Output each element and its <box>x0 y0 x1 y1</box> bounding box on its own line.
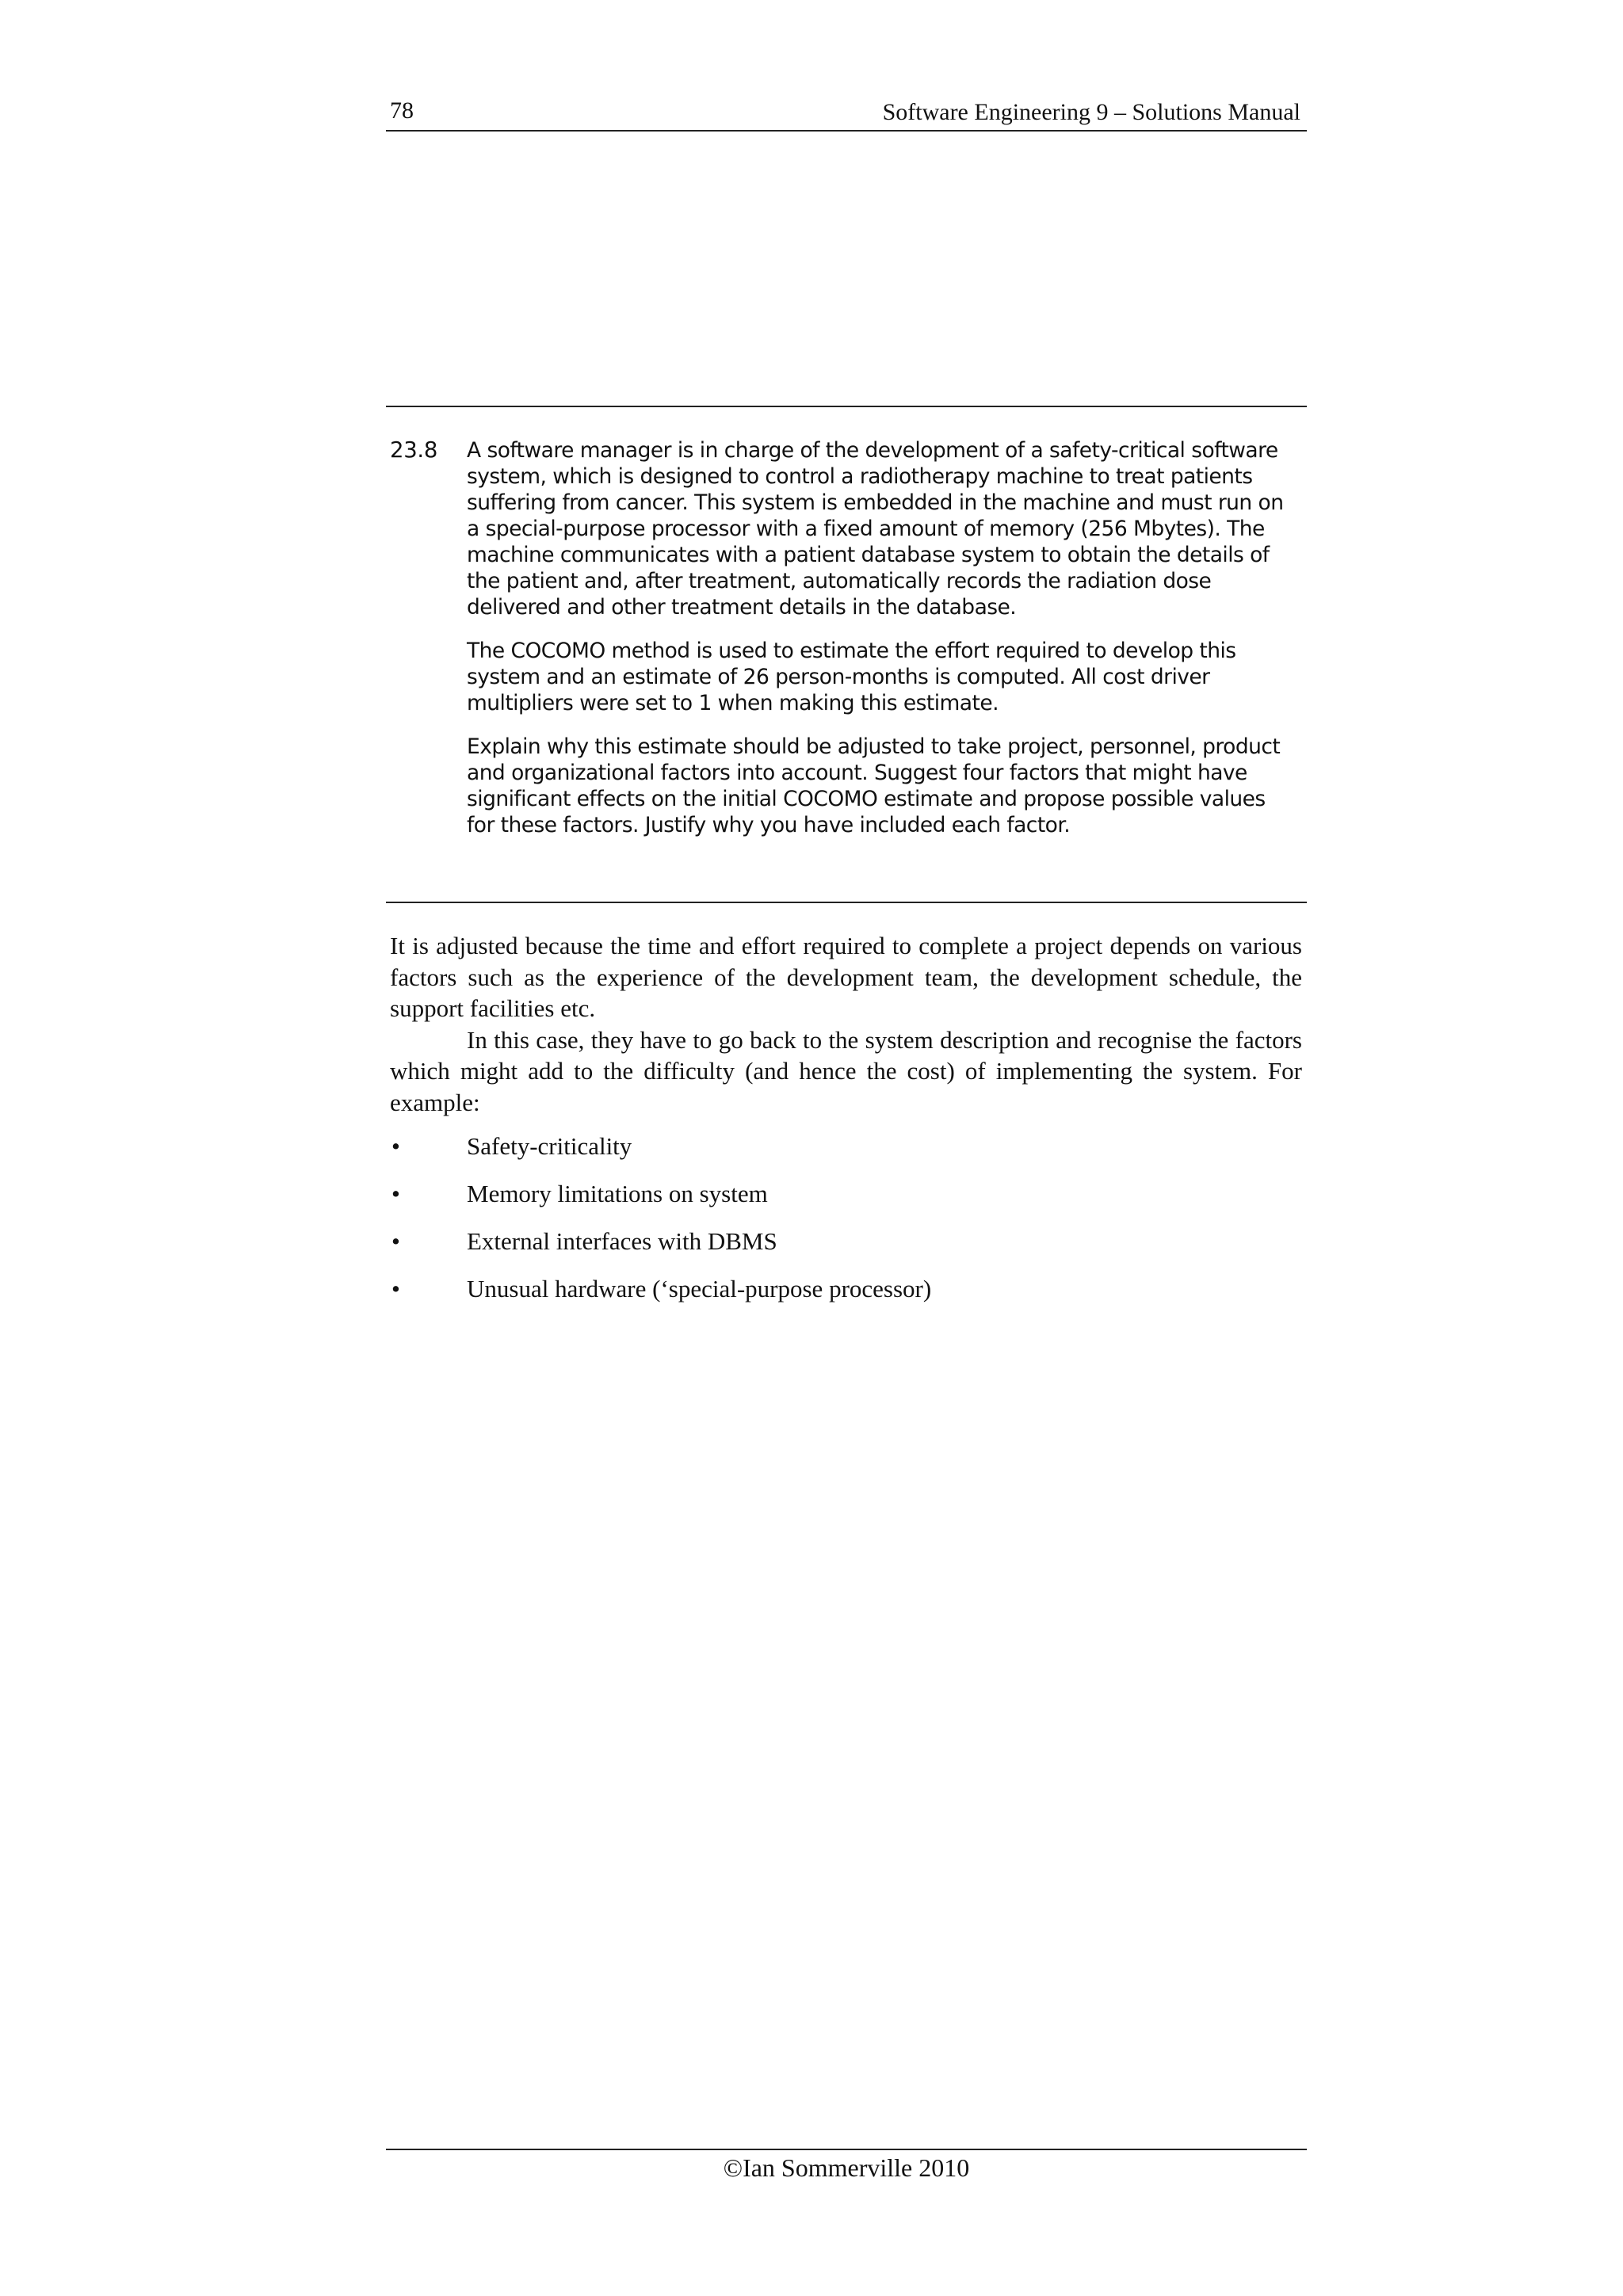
running-title: Software Engineering 9 – Solutions Manual <box>882 99 1300 125</box>
answer-paragraph: In this case, they have to go back to the system description and recognise the factors which might add to the difficulty (and hence the cost) of implementing the system. For example: <box>390 1025 1302 1116</box>
bullet-icon: • <box>391 1132 400 1160</box>
list-item-text: Memory limitations on system <box>467 1180 768 1207</box>
header-rule <box>386 130 1307 132</box>
list-item <box>390 1226 1302 1257</box>
exercise-paragraph: The COCOMO method is used to estimate the effort required to develop this system and an estimate of 26 person-months is computed. All cost driver multipliers were set to 1 when making this estimate. <box>467 639 1236 715</box>
footer-rule <box>386 2149 1307 2150</box>
answer-block <box>390 930 1302 1321</box>
list-item <box>390 1131 1302 1162</box>
page-number: 78 <box>390 97 414 124</box>
copyright-footer: ©Ian Sommerville 2010 <box>723 2153 970 2182</box>
bullet-icon: • <box>391 1227 400 1255</box>
exercise-paragraph: Explain why this estimate should be adjusted to take project, personnel, product and organizational factors into account. Suggest four factors that might have significant effects on the initial COCOMO estimate and propose possible values for these factors. Justify why you have included each factor. <box>467 734 1281 837</box>
exercise-number: 23.8 <box>390 437 438 463</box>
answer-paragraph: It is adjusted because the time and effort required to complete a project depends on various factors such as the experience of the development team, the development schedule, the support facilities etc. <box>390 932 1302 1022</box>
bullet-icon: • <box>391 1275 400 1302</box>
list-item <box>390 1273 1302 1305</box>
list-item-text: Unusual hardware (‘special-purpose processor) <box>467 1275 932 1302</box>
factor-list <box>390 1131 1302 1305</box>
bullet-icon: • <box>391 1180 400 1207</box>
exercise-paragraph: A software manager is in charge of the development of a safety-critical software system, which is designed to control a radiotherapy machine to treat patients suffering from cancer. This system is embedded in the machine and must run on a special-purpose processor with a fixed amount of memory (256 Mbytes). The machine communicates with a patient database system to obtain the details of the patient and, after treatment, automatically records the radiation dose delivered and other treatment details in the database. <box>467 438 1284 620</box>
exercise-top-rule <box>386 406 1307 407</box>
exercise-body <box>467 437 1299 856</box>
list-item <box>390 1178 1302 1210</box>
exercise-bottom-rule <box>386 902 1307 903</box>
list-item-text: Safety-criticality <box>467 1132 632 1160</box>
list-item-text: External interfaces with DBMS <box>467 1227 777 1255</box>
